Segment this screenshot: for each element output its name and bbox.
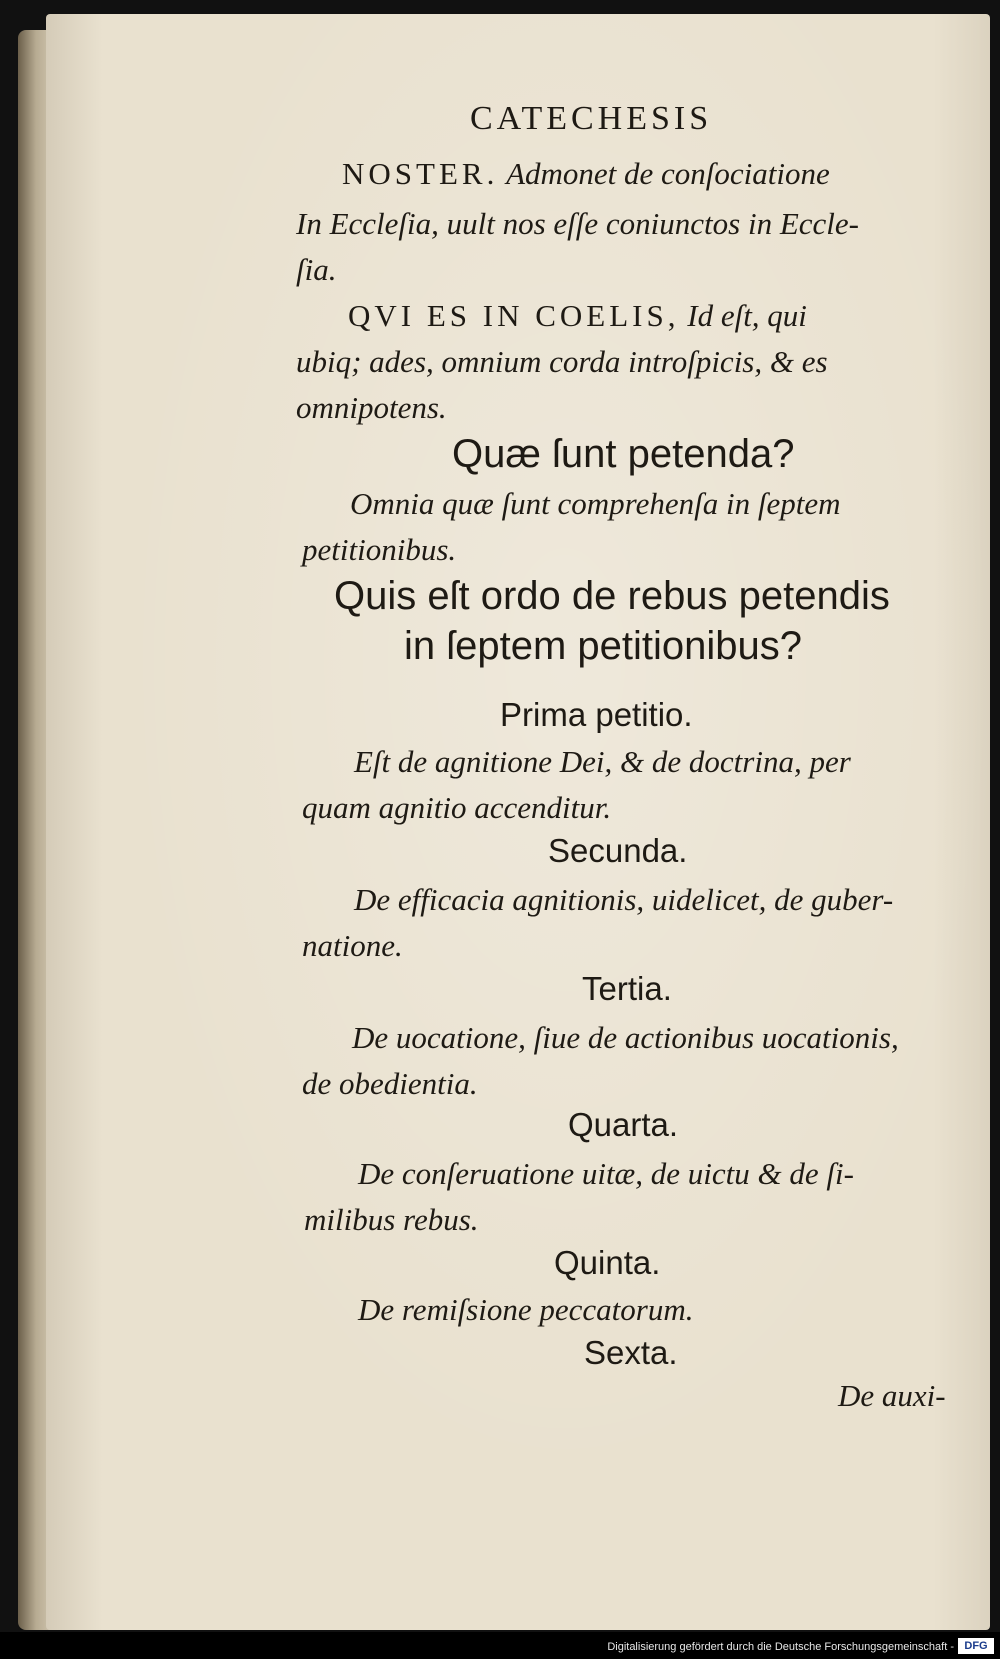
prima-line-1: Eſt de agnitione Dei, & de doctrina, per [354, 744, 851, 779]
noster-caps: NOSTER. [342, 156, 499, 191]
footer-credit: Digitalisierung gefördert durch die Deutsche Forschungsgemeinschaft - [607, 1641, 954, 1653]
question-quis-est-ordo-line-1: Quis eſt ordo de rebus petendis [334, 574, 890, 618]
quinta-line-1: De remiſsione peccatorum. [358, 1292, 694, 1327]
heading-tertia: Tertia. [582, 970, 672, 1007]
qui-es-line-3: omnipotens. [296, 390, 447, 425]
question-quae-sunt-petenda: Quæ ſunt petenda? [452, 432, 795, 476]
tertia-line-2: de obedientia. [302, 1066, 478, 1101]
dfg-logo: DFG [958, 1638, 994, 1654]
secunda-line-2: natione. [302, 928, 403, 963]
quarta-line-2: milibus rebus. [304, 1202, 479, 1237]
heading-quinta: Quinta. [554, 1244, 661, 1281]
qui-es-rest: Id eſt, qui [687, 298, 807, 333]
heading-sexta: Sexta. [584, 1334, 678, 1371]
heading-secunda: Secunda. [548, 832, 688, 869]
heading-quarta: Quarta. [568, 1106, 679, 1143]
qui-es-caps: QVI ES IN COELIS, [348, 298, 680, 333]
quarta-line-1: De conſeruatione uitæ, de uictu & de ſi- [358, 1156, 854, 1191]
noster-line-1 [342, 158, 830, 189]
noster-line-2: In Eccleſia, uult nos eſſe coniunctos in Eccle- [296, 206, 859, 241]
catchword: De auxi- [838, 1378, 946, 1413]
noster-rest: Admonet de conſociatione [506, 156, 830, 191]
tertia-line-1: De uocatione, ſiue de actionibus uocationis, [352, 1020, 899, 1055]
qui-es-line-1 [348, 300, 807, 331]
heading-prima-petitio: Prima petitio. [500, 696, 693, 733]
answer-1-line-1: Omnia quæ ſunt comprehenſa in ſeptem [350, 486, 841, 521]
noster-line-3: ſia. [296, 252, 337, 287]
running-head: CATECHESIS [470, 100, 713, 137]
answer-1-line-2: petitionibus. [302, 532, 457, 567]
question-quis-est-ordo-line-2: in ſeptem petitionibus? [404, 624, 803, 668]
secunda-line-1: De efficacia agnitionis, uidelicet, de guber- [354, 882, 894, 917]
qui-es-line-2: ubiq; ades, omnium corda introſpicis, & es [296, 344, 828, 379]
prima-line-2: quam agnitio accenditur. [302, 790, 612, 825]
